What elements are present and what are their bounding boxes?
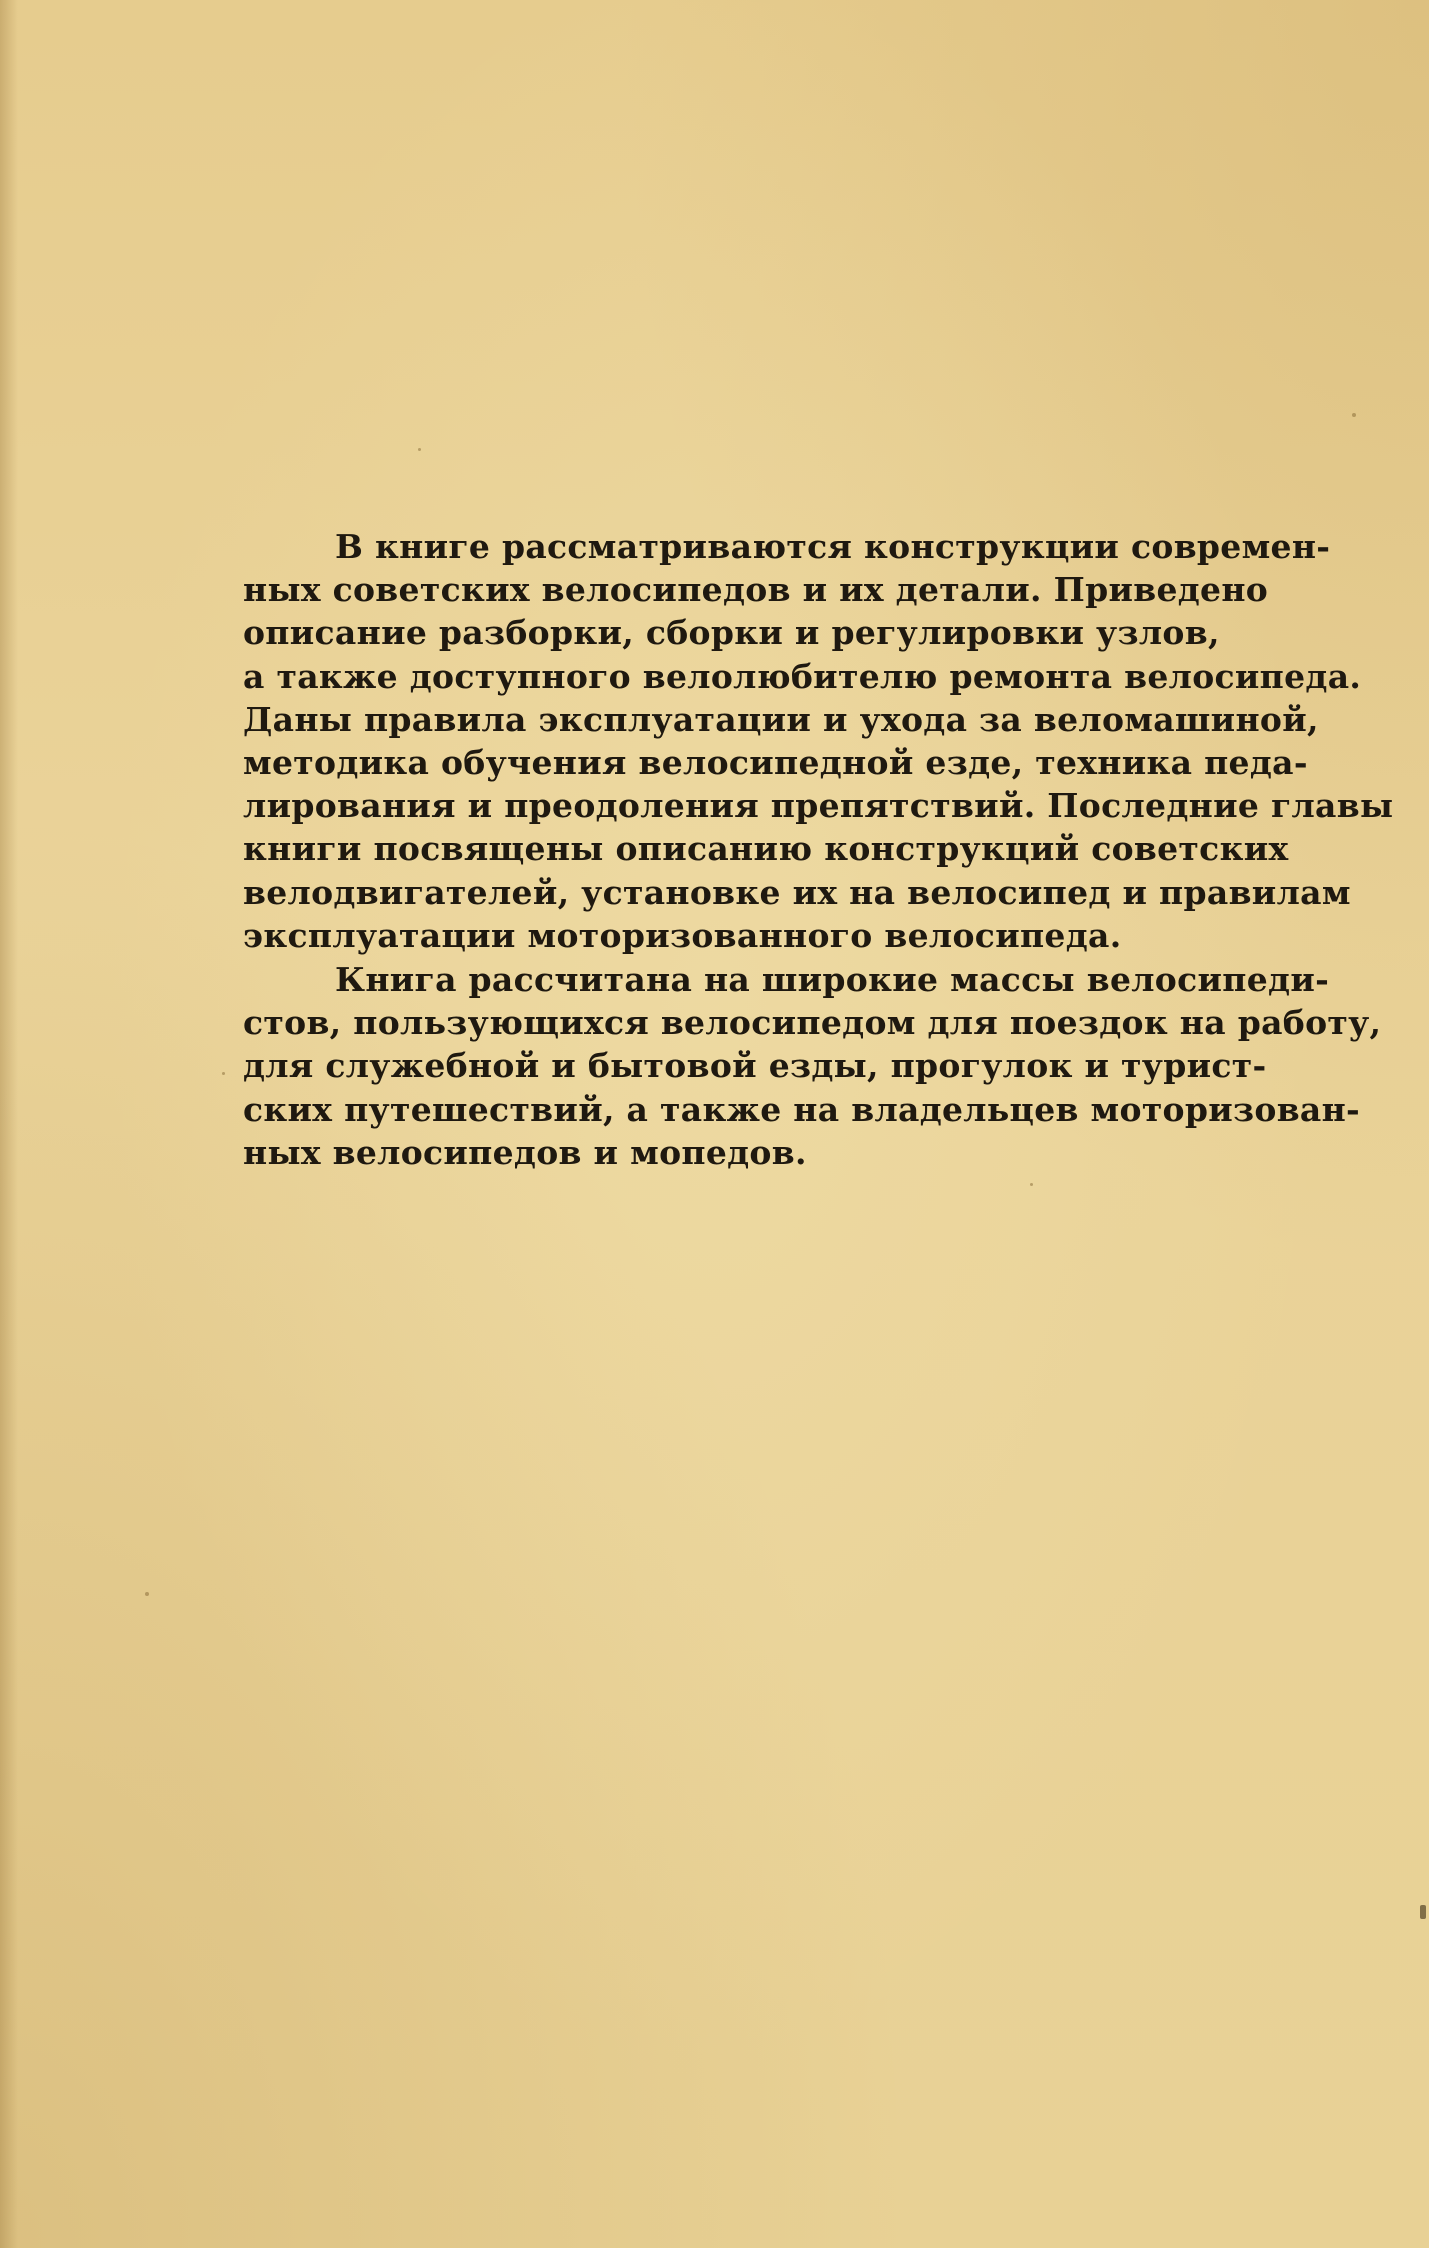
- annotation-text: [243, 525, 1394, 1174]
- text-line: эксплуатации моторизованного велосипеда.: [243, 915, 1122, 955]
- text-line: ских путешествий, а также на владельцев моторизован-: [243, 1089, 1361, 1129]
- text-line: Книга рассчитана на широкие массы велосипеди-: [335, 960, 1330, 1000]
- paper-speck: [222, 1072, 225, 1075]
- text-line: для служебной и бытовой езды, прогулок и турист-: [243, 1046, 1267, 1086]
- paper-speck: [1420, 1905, 1426, 1919]
- text-line: методика обучения велосипедной езде, техника педа-: [243, 743, 1308, 783]
- text-line: лирования и преодоления препятствий. Последние главы: [243, 786, 1394, 826]
- text-line: В книге рассматриваются конструкции современ-: [335, 527, 1331, 566]
- text-line: а также доступного велолюбителю ремонта велосипеда.: [243, 656, 1362, 696]
- text-line: описание разборки, сборки и регулировки узлов,: [243, 613, 1220, 653]
- text-line: книги посвящены описанию конструкций советских: [243, 829, 1289, 869]
- text-line: ных велосипедов и мопедов.: [243, 1132, 807, 1172]
- paper-speck: [1352, 413, 1356, 417]
- text-line: Даны правила эксплуатации и ухода за веломашиной,: [243, 699, 1319, 739]
- page-edge-shadow: [0, 0, 18, 2248]
- paper-speck: [145, 1592, 149, 1596]
- text-line: велодвигателей, установке их на велосипед и правилам: [243, 872, 1351, 912]
- paper-speck: [1030, 1183, 1033, 1186]
- text-line: стов, пользующихся велосипедом для поездок на работу,: [243, 1003, 1382, 1043]
- annotation-paragraph-2: [243, 958, 1382, 1174]
- text-line: ных советских велосипедов и их детали. Приведено: [243, 570, 1269, 610]
- paper-speck: [418, 448, 421, 451]
- annotation-paragraph-1: [243, 525, 1394, 957]
